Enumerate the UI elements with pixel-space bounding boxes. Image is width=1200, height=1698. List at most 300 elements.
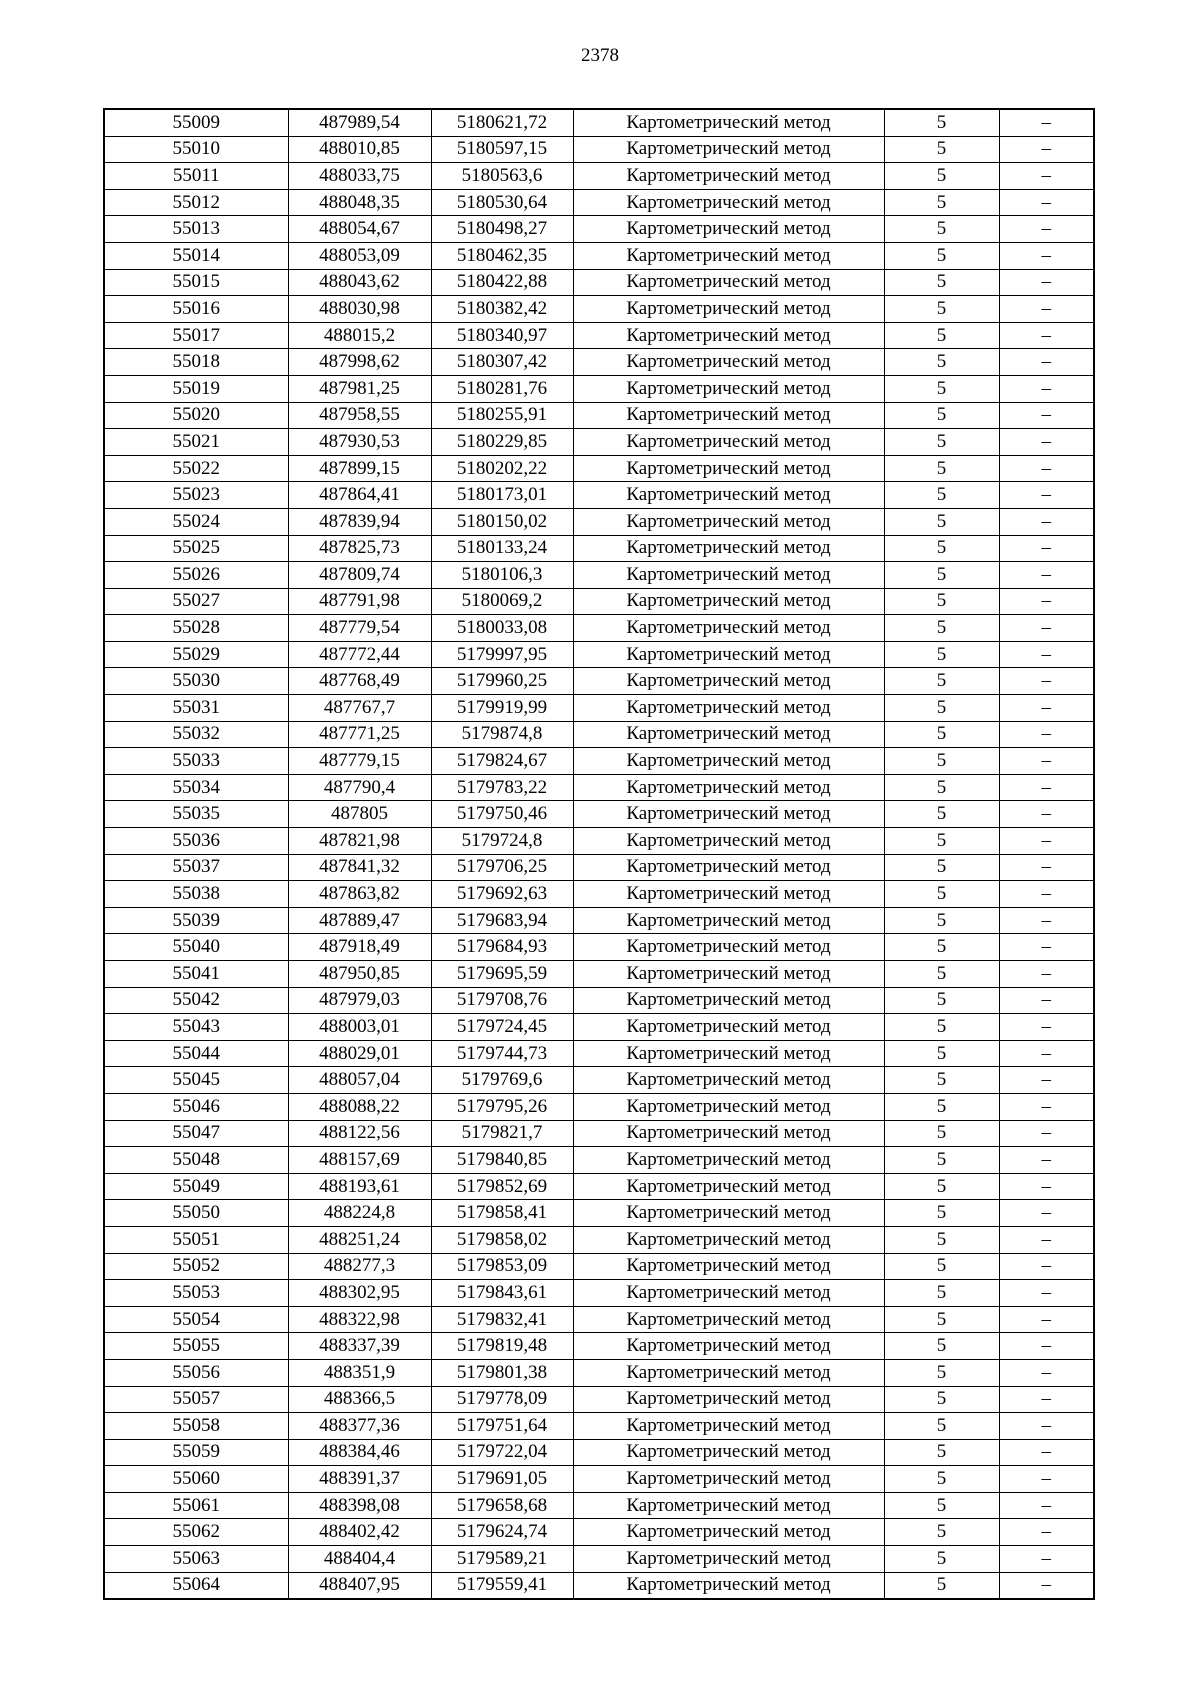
accuracy-cell: 5 (884, 1572, 999, 1599)
table-row (104, 269, 1094, 296)
point-number-cell: 55023 (104, 482, 288, 509)
method-cell: Картометрический метод (573, 1200, 884, 1227)
x-coordinate-cell: 488398,08 (288, 1492, 431, 1519)
table-row (104, 1280, 1094, 1307)
point-number-cell: 55009 (104, 109, 288, 136)
accuracy-cell: 5 (884, 1413, 999, 1440)
accuracy-cell: 5 (884, 1492, 999, 1519)
x-coordinate-cell: 488033,75 (288, 163, 431, 190)
description-cell: – (999, 668, 1094, 695)
description-cell: – (999, 801, 1094, 828)
accuracy-cell: 5 (884, 535, 999, 562)
point-number-cell: 55060 (104, 1466, 288, 1493)
coordinates-table-body (104, 109, 1094, 1599)
method-cell: Картометрический метод (573, 1413, 884, 1440)
y-coordinate-cell: 5179960,25 (431, 668, 573, 695)
method-cell: Картометрический метод (573, 402, 884, 429)
method-cell: Картометрический метод (573, 269, 884, 296)
accuracy-cell: 5 (884, 854, 999, 881)
accuracy-cell: 5 (884, 774, 999, 801)
y-coordinate-cell: 5180033,08 (431, 615, 573, 642)
table-row (104, 322, 1094, 349)
accuracy-cell: 5 (884, 242, 999, 269)
accuracy-cell: 5 (884, 934, 999, 961)
method-cell: Картометрический метод (573, 1253, 884, 1280)
table-row (104, 216, 1094, 243)
y-coordinate-cell: 5179750,46 (431, 801, 573, 828)
x-coordinate-cell: 488384,46 (288, 1439, 431, 1466)
description-cell: – (999, 1120, 1094, 1147)
description-cell: – (999, 322, 1094, 349)
x-coordinate-cell: 488224,8 (288, 1200, 431, 1227)
x-coordinate-cell: 488030,98 (288, 296, 431, 323)
point-number-cell: 55062 (104, 1519, 288, 1546)
method-cell: Картометрический метод (573, 1519, 884, 1546)
description-cell: – (999, 296, 1094, 323)
accuracy-cell: 5 (884, 588, 999, 615)
description-cell: – (999, 562, 1094, 589)
description-cell: – (999, 615, 1094, 642)
x-coordinate-cell: 487772,44 (288, 641, 431, 668)
y-coordinate-cell: 5179795,26 (431, 1093, 573, 1120)
table-row (104, 934, 1094, 961)
accuracy-cell: 5 (884, 1067, 999, 1094)
table-row (104, 1253, 1094, 1280)
description-cell: – (999, 641, 1094, 668)
table-row (104, 1546, 1094, 1573)
y-coordinate-cell: 5179783,22 (431, 774, 573, 801)
method-cell: Картометрический метод (573, 1333, 884, 1360)
point-number-cell: 55041 (104, 961, 288, 988)
x-coordinate-cell: 487779,15 (288, 748, 431, 775)
x-coordinate-cell: 487918,49 (288, 934, 431, 961)
method-cell: Картометрический метод (573, 1306, 884, 1333)
x-coordinate-cell: 487768,49 (288, 668, 431, 695)
y-coordinate-cell: 5179724,45 (431, 1014, 573, 1041)
method-cell: Картометрический метод (573, 801, 884, 828)
table-row (104, 961, 1094, 988)
method-cell: Картометрический метод (573, 721, 884, 748)
table-row (104, 1093, 1094, 1120)
accuracy-cell: 5 (884, 721, 999, 748)
accuracy-cell: 5 (884, 1014, 999, 1041)
accuracy-cell: 5 (884, 269, 999, 296)
y-coordinate-cell: 5180307,42 (431, 349, 573, 376)
table-row (104, 1306, 1094, 1333)
description-cell: – (999, 269, 1094, 296)
accuracy-cell: 5 (884, 695, 999, 722)
method-cell: Картометрический метод (573, 482, 884, 509)
method-cell: Картометрический метод (573, 1093, 884, 1120)
y-coordinate-cell: 5180106,3 (431, 562, 573, 589)
table-row (104, 109, 1094, 136)
table-row (104, 455, 1094, 482)
point-number-cell: 55020 (104, 402, 288, 429)
method-cell: Картометрический метод (573, 535, 884, 562)
x-coordinate-cell: 487839,94 (288, 508, 431, 535)
method-cell: Картометрический метод (573, 1439, 884, 1466)
accuracy-cell: 5 (884, 349, 999, 376)
accuracy-cell: 5 (884, 987, 999, 1014)
method-cell: Картометрический метод (573, 1226, 884, 1253)
y-coordinate-cell: 5179706,25 (431, 854, 573, 881)
description-cell: – (999, 1280, 1094, 1307)
description-cell: – (999, 881, 1094, 908)
x-coordinate-cell: 488054,67 (288, 216, 431, 243)
table-row (104, 854, 1094, 881)
y-coordinate-cell: 5179684,93 (431, 934, 573, 961)
method-cell: Картометрический метод (573, 455, 884, 482)
table-row (104, 1439, 1094, 1466)
accuracy-cell: 5 (884, 322, 999, 349)
point-number-cell: 55042 (104, 987, 288, 1014)
point-number-cell: 55036 (104, 828, 288, 855)
x-coordinate-cell: 488193,61 (288, 1173, 431, 1200)
description-cell: – (999, 854, 1094, 881)
method-cell: Картометрический метод (573, 109, 884, 136)
method-cell: Картометрический метод (573, 1386, 884, 1413)
accuracy-cell: 5 (884, 1253, 999, 1280)
x-coordinate-cell: 487771,25 (288, 721, 431, 748)
method-cell: Картометрический метод (573, 987, 884, 1014)
accuracy-cell: 5 (884, 1359, 999, 1386)
point-number-cell: 55061 (104, 1492, 288, 1519)
y-coordinate-cell: 5179624,74 (431, 1519, 573, 1546)
x-coordinate-cell: 487809,74 (288, 562, 431, 589)
accuracy-cell: 5 (884, 1386, 999, 1413)
table-row (104, 482, 1094, 509)
table-row (104, 721, 1094, 748)
y-coordinate-cell: 5180069,2 (431, 588, 573, 615)
y-coordinate-cell: 5180530,64 (431, 189, 573, 216)
x-coordinate-cell: 488302,95 (288, 1280, 431, 1307)
accuracy-cell: 5 (884, 641, 999, 668)
method-cell: Картометрический метод (573, 961, 884, 988)
table-row (104, 987, 1094, 1014)
point-number-cell: 55037 (104, 854, 288, 881)
description-cell: – (999, 109, 1094, 136)
x-coordinate-cell: 487805 (288, 801, 431, 828)
accuracy-cell: 5 (884, 1466, 999, 1493)
accuracy-cell: 5 (884, 163, 999, 190)
x-coordinate-cell: 487841,32 (288, 854, 431, 881)
x-coordinate-cell: 488377,36 (288, 1413, 431, 1440)
method-cell: Картометрический метод (573, 934, 884, 961)
point-number-cell: 55021 (104, 429, 288, 456)
x-coordinate-cell: 487950,85 (288, 961, 431, 988)
y-coordinate-cell: 5179840,85 (431, 1147, 573, 1174)
description-cell: – (999, 1546, 1094, 1573)
y-coordinate-cell: 5180563,6 (431, 163, 573, 190)
description-cell: – (999, 1173, 1094, 1200)
method-cell: Картометрический метод (573, 1546, 884, 1573)
x-coordinate-cell: 488391,37 (288, 1466, 431, 1493)
table-row (104, 1466, 1094, 1493)
x-coordinate-cell: 487767,7 (288, 695, 431, 722)
table-row (104, 1492, 1094, 1519)
point-number-cell: 55054 (104, 1306, 288, 1333)
page-number: 2378 (581, 45, 619, 66)
accuracy-cell: 5 (884, 748, 999, 775)
description-cell: – (999, 774, 1094, 801)
x-coordinate-cell: 487930,53 (288, 429, 431, 456)
accuracy-cell: 5 (884, 508, 999, 535)
x-coordinate-cell: 488251,24 (288, 1226, 431, 1253)
table-row (104, 828, 1094, 855)
point-number-cell: 55028 (104, 615, 288, 642)
accuracy-cell: 5 (884, 1173, 999, 1200)
point-number-cell: 55039 (104, 907, 288, 934)
table-row (104, 1120, 1094, 1147)
method-cell: Картометрический метод (573, 588, 884, 615)
point-number-cell: 55047 (104, 1120, 288, 1147)
method-cell: Картометрический метод (573, 828, 884, 855)
y-coordinate-cell: 5180498,27 (431, 216, 573, 243)
table-row (104, 402, 1094, 429)
x-coordinate-cell: 487958,55 (288, 402, 431, 429)
table-row (104, 535, 1094, 562)
table-row (104, 615, 1094, 642)
description-cell: – (999, 721, 1094, 748)
y-coordinate-cell: 5180621,72 (431, 109, 573, 136)
point-number-cell: 55058 (104, 1413, 288, 1440)
table-row (104, 774, 1094, 801)
point-number-cell: 55022 (104, 455, 288, 482)
method-cell: Картометрический метод (573, 641, 884, 668)
table-row (104, 1519, 1094, 1546)
y-coordinate-cell: 5180150,02 (431, 508, 573, 535)
description-cell: – (999, 1439, 1094, 1466)
method-cell: Картометрический метод (573, 136, 884, 163)
point-number-cell: 55027 (104, 588, 288, 615)
y-coordinate-cell: 5180229,85 (431, 429, 573, 456)
description-cell: – (999, 748, 1094, 775)
x-coordinate-cell: 487825,73 (288, 535, 431, 562)
y-coordinate-cell: 5180340,97 (431, 322, 573, 349)
method-cell: Картометрический метод (573, 242, 884, 269)
point-number-cell: 55014 (104, 242, 288, 269)
x-coordinate-cell: 487779,54 (288, 615, 431, 642)
table-row (104, 242, 1094, 269)
description-cell: – (999, 349, 1094, 376)
table-row (104, 907, 1094, 934)
x-coordinate-cell: 488277,3 (288, 1253, 431, 1280)
point-number-cell: 55057 (104, 1386, 288, 1413)
y-coordinate-cell: 5179997,95 (431, 641, 573, 668)
accuracy-cell: 5 (884, 562, 999, 589)
description-cell: – (999, 402, 1094, 429)
point-number-cell: 55019 (104, 375, 288, 402)
point-number-cell: 55031 (104, 695, 288, 722)
accuracy-cell: 5 (884, 1093, 999, 1120)
x-coordinate-cell: 488088,22 (288, 1093, 431, 1120)
y-coordinate-cell: 5179695,59 (431, 961, 573, 988)
y-coordinate-cell: 5179853,09 (431, 1253, 573, 1280)
accuracy-cell: 5 (884, 189, 999, 216)
point-number-cell: 55044 (104, 1040, 288, 1067)
x-coordinate-cell: 487790,4 (288, 774, 431, 801)
y-coordinate-cell: 5179874,8 (431, 721, 573, 748)
accuracy-cell: 5 (884, 1519, 999, 1546)
accuracy-cell: 5 (884, 296, 999, 323)
description-cell: – (999, 535, 1094, 562)
point-number-cell: 55034 (104, 774, 288, 801)
y-coordinate-cell: 5179778,09 (431, 1386, 573, 1413)
x-coordinate-cell: 487864,41 (288, 482, 431, 509)
description-cell: – (999, 1067, 1094, 1094)
table-row (104, 349, 1094, 376)
y-coordinate-cell: 5180462,35 (431, 242, 573, 269)
x-coordinate-cell: 488402,42 (288, 1519, 431, 1546)
x-coordinate-cell: 487899,15 (288, 455, 431, 482)
description-cell: – (999, 1359, 1094, 1386)
point-number-cell: 55056 (104, 1359, 288, 1386)
y-coordinate-cell: 5179919,99 (431, 695, 573, 722)
description-cell: – (999, 189, 1094, 216)
accuracy-cell: 5 (884, 1546, 999, 1573)
method-cell: Картометрический метод (573, 322, 884, 349)
method-cell: Картометрический метод (573, 562, 884, 589)
point-number-cell: 55010 (104, 136, 288, 163)
y-coordinate-cell: 5179824,67 (431, 748, 573, 775)
x-coordinate-cell: 488057,04 (288, 1067, 431, 1094)
description-cell: – (999, 482, 1094, 509)
y-coordinate-cell: 5179801,38 (431, 1359, 573, 1386)
table-row (104, 588, 1094, 615)
table-row (104, 136, 1094, 163)
y-coordinate-cell: 5179658,68 (431, 1492, 573, 1519)
accuracy-cell: 5 (884, 1333, 999, 1360)
accuracy-cell: 5 (884, 402, 999, 429)
point-number-cell: 55024 (104, 508, 288, 535)
description-cell: – (999, 429, 1094, 456)
table-row (104, 1067, 1094, 1094)
y-coordinate-cell: 5179852,69 (431, 1173, 573, 1200)
method-cell: Картометрический метод (573, 1280, 884, 1307)
description-cell: – (999, 1226, 1094, 1253)
point-number-cell: 55038 (104, 881, 288, 908)
x-coordinate-cell: 487863,82 (288, 881, 431, 908)
description-cell: – (999, 828, 1094, 855)
accuracy-cell: 5 (884, 1226, 999, 1253)
method-cell: Картометрический метод (573, 216, 884, 243)
method-cell: Картометрический метод (573, 508, 884, 535)
description-cell: – (999, 1200, 1094, 1227)
table-row (104, 189, 1094, 216)
point-number-cell: 55051 (104, 1226, 288, 1253)
accuracy-cell: 5 (884, 1439, 999, 1466)
point-number-cell: 55011 (104, 163, 288, 190)
method-cell: Картометрический метод (573, 375, 884, 402)
y-coordinate-cell: 5180202,22 (431, 455, 573, 482)
x-coordinate-cell: 487791,98 (288, 588, 431, 615)
method-cell: Картометрический метод (573, 1466, 884, 1493)
description-cell: – (999, 1093, 1094, 1120)
point-number-cell: 55016 (104, 296, 288, 323)
table-row (104, 801, 1094, 828)
table-row (104, 1413, 1094, 1440)
accuracy-cell: 5 (884, 615, 999, 642)
point-number-cell: 55032 (104, 721, 288, 748)
point-number-cell: 55046 (104, 1093, 288, 1120)
point-number-cell: 55017 (104, 322, 288, 349)
description-cell: – (999, 1040, 1094, 1067)
x-coordinate-cell: 488337,39 (288, 1333, 431, 1360)
accuracy-cell: 5 (884, 1280, 999, 1307)
x-coordinate-cell: 487979,03 (288, 987, 431, 1014)
description-cell: – (999, 1333, 1094, 1360)
accuracy-cell: 5 (884, 907, 999, 934)
method-cell: Картометрический метод (573, 748, 884, 775)
x-coordinate-cell: 488015,2 (288, 322, 431, 349)
accuracy-cell: 5 (884, 1040, 999, 1067)
y-coordinate-cell: 5180422,88 (431, 269, 573, 296)
description-cell: – (999, 987, 1094, 1014)
description-cell: – (999, 375, 1094, 402)
table-row (104, 375, 1094, 402)
y-coordinate-cell: 5179744,73 (431, 1040, 573, 1067)
point-number-cell: 55049 (104, 1173, 288, 1200)
table-row (104, 668, 1094, 695)
description-cell: – (999, 695, 1094, 722)
accuracy-cell: 5 (884, 216, 999, 243)
x-coordinate-cell: 487998,62 (288, 349, 431, 376)
point-number-cell: 55053 (104, 1280, 288, 1307)
point-number-cell: 55029 (104, 641, 288, 668)
accuracy-cell: 5 (884, 109, 999, 136)
table-row (104, 748, 1094, 775)
method-cell: Картометрический метод (573, 1492, 884, 1519)
description-cell: – (999, 961, 1094, 988)
description-cell: – (999, 1253, 1094, 1280)
y-coordinate-cell: 5179722,04 (431, 1439, 573, 1466)
y-coordinate-cell: 5179832,41 (431, 1306, 573, 1333)
x-coordinate-cell: 488407,95 (288, 1572, 431, 1599)
x-coordinate-cell: 488157,69 (288, 1147, 431, 1174)
point-number-cell: 55026 (104, 562, 288, 589)
description-cell: – (999, 1014, 1094, 1041)
method-cell: Картометрический метод (573, 695, 884, 722)
y-coordinate-cell: 5180133,24 (431, 535, 573, 562)
table-row (104, 163, 1094, 190)
method-cell: Картометрический метод (573, 163, 884, 190)
y-coordinate-cell: 5179843,61 (431, 1280, 573, 1307)
description-cell: – (999, 1519, 1094, 1546)
method-cell: Картометрический метод (573, 668, 884, 695)
point-number-cell: 55043 (104, 1014, 288, 1041)
point-number-cell: 55018 (104, 349, 288, 376)
point-number-cell: 55015 (104, 269, 288, 296)
y-coordinate-cell: 5179751,64 (431, 1413, 573, 1440)
accuracy-cell: 5 (884, 801, 999, 828)
accuracy-cell: 5 (884, 828, 999, 855)
method-cell: Картометрический метод (573, 907, 884, 934)
method-cell: Картометрический метод (573, 881, 884, 908)
accuracy-cell: 5 (884, 455, 999, 482)
description-cell: – (999, 1492, 1094, 1519)
x-coordinate-cell: 488010,85 (288, 136, 431, 163)
method-cell: Картометрический метод (573, 429, 884, 456)
accuracy-cell: 5 (884, 668, 999, 695)
y-coordinate-cell: 5179692,63 (431, 881, 573, 908)
method-cell: Картометрический метод (573, 189, 884, 216)
y-coordinate-cell: 5179858,02 (431, 1226, 573, 1253)
point-number-cell: 55040 (104, 934, 288, 961)
point-number-cell: 55013 (104, 216, 288, 243)
table-row (104, 1014, 1094, 1041)
table-row (104, 1386, 1094, 1413)
table-row (104, 1572, 1094, 1599)
